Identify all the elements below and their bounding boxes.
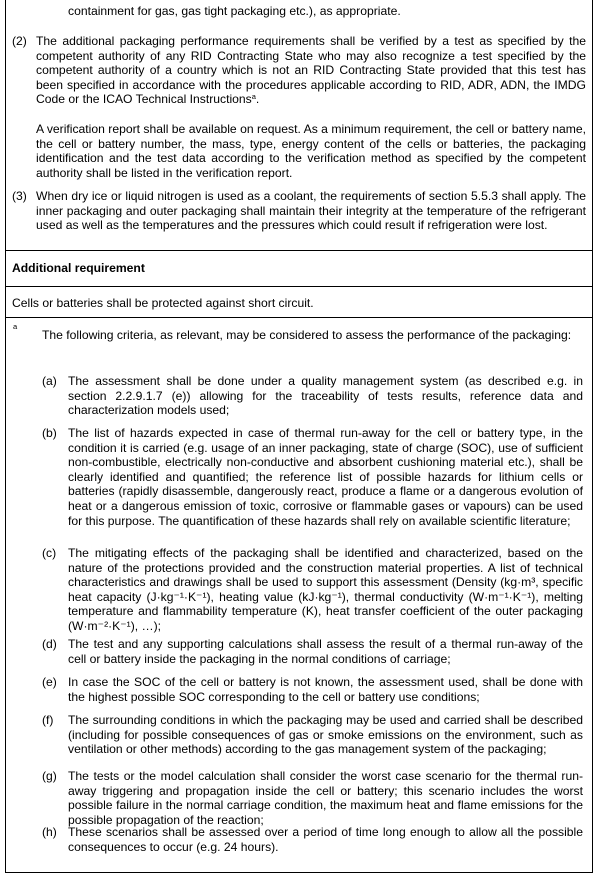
- regulation-table: [5, 0, 593, 873]
- criterion-a: The assessment shall be done under a quality management system (as described e.g. in section 2.2.9.1.7 (e)) allowing for the traceability of tests results, reference data and characterization models used;: [68, 374, 583, 418]
- additional-requirement-heading: Additional requirement: [12, 261, 145, 275]
- intro-fragment: containment for gas, gas tight packaging etc.), as appropriate.: [68, 4, 401, 18]
- criterion-h: These scenarios shall be assessed over a period of time long enough to allow all the possible consequences to occur (e.g. 24 hours).: [68, 825, 583, 854]
- packing-instruction-body: [6, 0, 592, 251]
- divider: [6, 286, 592, 287]
- criterion-letter-e: (e): [42, 675, 57, 689]
- criterion-letter-g: (g): [42, 769, 57, 783]
- item-2-paragraph-2: A verification report shall be available on request. As a minimum requirement, the cell or battery name, the cell or battery number, the mass, type, energy content of the cells or batteries, the packaging identification and the test data according to the verification method as specified by the competent authority shall be listed in the verification report.: [36, 122, 586, 180]
- criterion-d: The test and any supporting calculations shall assess the result of a thermal run-away of the cell or battery inside the packaging in the normal conditions of carriage;: [68, 637, 583, 666]
- footnote-ref-a: a: [251, 92, 256, 102]
- criterion-letter-c: (c): [42, 546, 57, 560]
- footnote-section: a The following criteria, as relevant, may be considered to assess the performance of the packaging: (a) The assessment shall be done under a quality management system (as described e.g. in section 2.2.9.1.7 (e)) allowing for the traceability of tests results, reference data and characterization models used; (b) The list of hazards expected in case of thermal run-away for the cell or battery type, in the condition it is carried (e.g. usage of an inner packaging, state of charge (SOC), use of sufficient non-combustible, electrically non-conductive and absorbent cushioning material etc.), shall be clearly identified and quantified; the reference list of possible hazards for lithium cells or batteries (rapidly disassemble, dangerously react, produce a flame or a dangerous evolution of heat or a dangerous emission of toxic, corrosive or flammable gases or vapours) can be used for this purpose. The quantification of these hazards shall rely on available scientific literature; (c) The mitigating effects of the packaging shall be identified and characterized, based on the nature of the protections provided and the construction material properties. A list of technical characteristics and drawings shall be used to support this assessment (Density (kg·m³, specific heat capacity (J·kg⁻¹·K⁻¹), heating value (kJ·kg⁻¹), thermal conductivity (W·m⁻¹·K⁻¹), melting temperature and flammability temperature (K), heat transfer coefficient of the outer packaging (W·m⁻²·K⁻¹), …); (d) The test and any supporting calculations shall assess the result of a thermal run-away of the cell or battery inside the packaging in the normal conditions of carriage; (e) In case the SOC of the cell or battery is not known, the assessment used, shall be done with the highest possible SOC corresponding to the cell or battery use conditions; (f) The surrounding conditions in which the packaging may be used and carried shall be described (including for possible consequences of gas or smoke emissions on the environment, such as ventilation or other methods) according to the gas management system of the packaging; (g) The tests or the model calculation shall consider the worst case scenario for the thermal run-away triggering and propagation inside the cell or battery; this scenario includes the worst possible failure in the normal carriage condition, the maximum heat and flame emissions for the possible propagation of the reaction; (h) These scenarios shall be assessed over a period of time long enough to allow all the possible consequences to occur (e.g. 24 hours).: [13, 322, 583, 854]
- criterion-letter-a: (a): [42, 374, 57, 388]
- criterion-e: In case the SOC of the cell or battery is not known, the assessment used, shall be done with the highest possible SOC corresponding to the cell or battery use conditions;: [68, 675, 583, 704]
- additional-requirement-text: Cells or batteries shall be protected against short circuit.: [12, 296, 314, 310]
- item-3-text: When dry ice or liquid nitrogen is used as a coolant, the requirements of section 5.5.3 shall apply. The inner packaging and outer packaging shall maintain their integrity at the temperature of the refrigerant used as well as the temperatures and the pressures which could result if refrigeration were lost.: [36, 189, 586, 233]
- criterion-b: The list of hazards expected in case of thermal run-away for the cell or battery type, in the condition it is carried (e.g. usage of an inner packaging, state of charge (SOC), use of sufficient non-combustible, electrically non-conductive and absorbent cushioning material etc.), shall be clearly identified and quantified; the reference list of possible hazards for lithium cells or batteries (rapidly disassemble, dangerously react, produce a flame or a dangerous evolution of heat or a dangerous emission of toxic, corrosive or flammable gases or vapours) can be used for this purpose. The quantification of these hazards shall rely on available scientific literature;: [68, 426, 583, 528]
- item-number-3: (3): [12, 189, 27, 203]
- item-number-2: (2): [12, 34, 27, 48]
- criterion-letter-f: (f): [42, 713, 54, 727]
- criterion-letter-h: (h): [42, 825, 57, 839]
- criterion-f: The surrounding conditions in which the packaging may be used and carried shall be described (including for possible consequences of gas or smoke emissions on the environment, such as ventilation or other methods) according to the gas management system of the packaging;: [68, 713, 583, 757]
- additional-requirement-section: [6, 250, 592, 318]
- item-2-paragraph-1: The additional packaging performance requirements shall be verified by a test as specified by the competent authority of any RID Contracting State who may also recognize a test specified by the competent authority of a country which is not an RID Contracting State provided that this test has been specified in accordance with the procedures applicable according to RID, ADR, ADN, the IMDG Code or the ICAO Technical Instructions$^a$.: [36, 34, 586, 107]
- criterion-letter-d: (d): [42, 637, 57, 651]
- footnote-intro: The following criteria, as relevant, may be considered to assess the performance of the packaging:: [42, 328, 572, 342]
- criterion-c: The mitigating effects of the packaging shall be identified and characterized, based on the nature of the protections provided and the construction material properties. A list of technical characteristics and drawings shall be used to support this assessment (Density (kg·m³, specific heat capacity (J·kg⁻¹·K⁻¹), heating value (kJ·kg⁻¹), thermal conductivity (W·m⁻¹·K⁻¹), melting temperature and flammability temperature (K), heat transfer coefficient of the outer packaging (W·m⁻²·K⁻¹), …);: [68, 546, 583, 633]
- criterion-g: The tests or the model calculation shall consider the worst case scenario for the thermal run-away triggering and propagation inside the cell or battery; this scenario includes the worst possible failure in the normal carriage condition, the maximum heat and flame emissions for the possible propagation of the reaction;: [68, 769, 583, 827]
- criterion-letter-b: (b): [42, 426, 57, 440]
